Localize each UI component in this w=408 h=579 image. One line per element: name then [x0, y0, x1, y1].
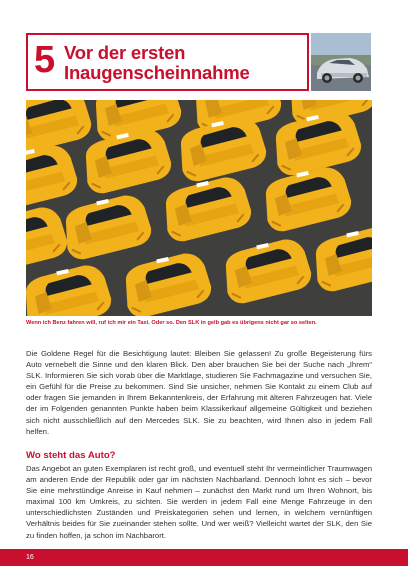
chapter-title: Vor der ersten Inaugenscheinnahme — [64, 42, 250, 83]
footer-bar — [0, 549, 408, 566]
photo-caption: Wenn ich Benz fahren will, ruf ich mir ein Taxi. Oder so. Den SLK in gelb gab es übrigens nicht gar so selten. — [26, 320, 317, 326]
silver-car-image — [311, 33, 371, 91]
header-car-photo — [311, 33, 371, 91]
chapter-header — [26, 33, 309, 91]
section-heading: Wo steht das Auto? — [26, 450, 116, 461]
yellow-taxis-image — [26, 100, 372, 316]
section-paragraph: Das Angebot an guten Exemplaren ist recht groß, und eventuell steht Ihr vermeintlicher Traumwagen am anderen Ende der Republik oder gar im nächsten Nachbarland. Dennoch lohnt es sich – bevor Sie eine mehrstündige Anreise in Kauf nehmen – zunächst den Markt rund um Ihren Wohnort, bis maximal 100 km Umkreis, zu sichten. Sie werden in jedem Fall eine Menge Fahrzeuge in den unterschiedlichsten Zuständen und Preiskategorien sehen und lernen, in welchem vernünftigen Verhältnis beides für Sie zueinander stehen sollte. Und wer weiß? Vielleicht wartet der SLK, den Sie zu finden hoffen, ja schon im Nachbarort. — [26, 464, 372, 540]
taxi-photo — [26, 100, 372, 316]
intro-paragraph: Die Goldene Regel für die Besichtigung lautet: Bleiben Sie gelassen! Zu große Begeisterung fürs Auto vernebelt die Sinne und den klaren Blick. Den aber brauchen Sie bei der Suche nach „Ihrem“ SLK. Informieren Sie sich vorab über die Marktlage, studieren Sie Fachmagazine und versuchen Sie, ein Gefühl für die Preise zu bekommen. Sind Sie unsicher, nehmen Sie Kontakt zu einem Club auf oder fragen Sie jemanden in Ihrem Bekanntenkreis, der Erfahrung mit älteren Fahrzeugen hat. Viele der im Folgenden genannten Punkte haben beim Klassikerkauf allgemeine Gültigkeit und beziehen sich nicht ausschließlich auf den Mercedes SLK. Sie zu beachten, wird Ihnen also in jedem Fall helfen. — [26, 349, 372, 436]
page-number: 16 — [26, 554, 34, 561]
chapter-number: 5 — [34, 39, 56, 81]
